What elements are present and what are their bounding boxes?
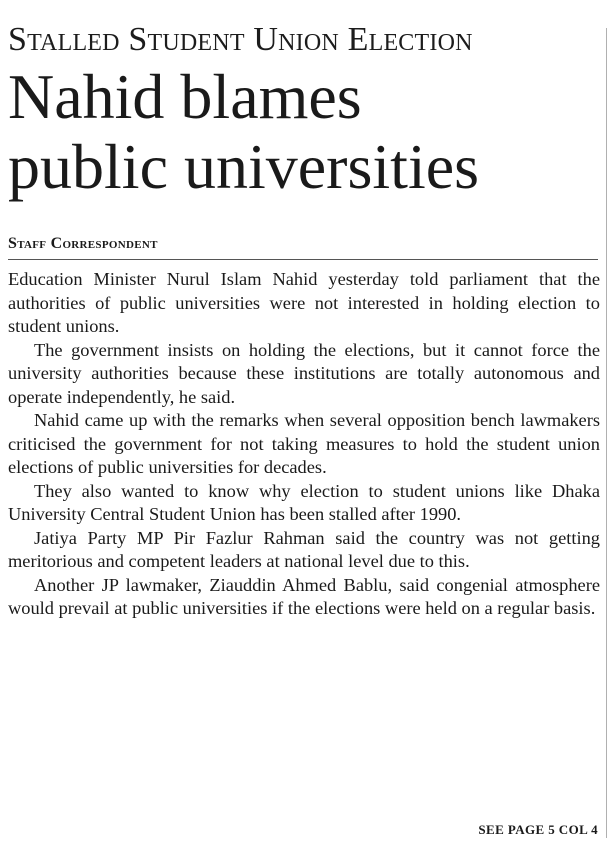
article-body	[8, 268, 600, 621]
headline-line: Nahid blames	[8, 61, 362, 132]
continued-on-link[interactable]: SEE PAGE 5 COL 4	[478, 822, 598, 837]
article-paragraph: Nahid came up with the remarks when several opposition bench lawmakers criticised the government for not taking measures to hold the student union elections of public universities for decades.	[8, 410, 600, 477]
headline	[8, 62, 604, 202]
article-paragraph: Education Minister Nurul Islam Nahid yesterday told parliament that the authorities of public universities were not interested in holding election to student unions.	[8, 269, 600, 336]
article-paragraph: Jatiya Party MP Pir Fazlur Rahman said the country was not getting meritorious and competent leaders at national level due to this.	[8, 527, 600, 571]
article-paragraph: They also wanted to know why election to student unions like Dhaka University Central Student Union has been stalled after 1990.	[8, 480, 600, 524]
article-paragraph: The government insists on holding the elections, but it cannot force the university authorities because these institutions are totally autonomous and operate independently, he said.	[8, 339, 600, 407]
kicker-headline: Stalled Student Union Election	[8, 21, 473, 58]
article-paragraph: Another JP lawmaker, Ziauddin Ahmed Bablu, said congenial atmosphere would prevail at public universities if the elections were held on a regular basis.	[8, 574, 600, 618]
byline: Staff Correspondent	[8, 235, 158, 252]
byline-divider	[8, 259, 598, 260]
column-rule	[606, 28, 607, 838]
headline-line: public universities	[8, 131, 480, 202]
